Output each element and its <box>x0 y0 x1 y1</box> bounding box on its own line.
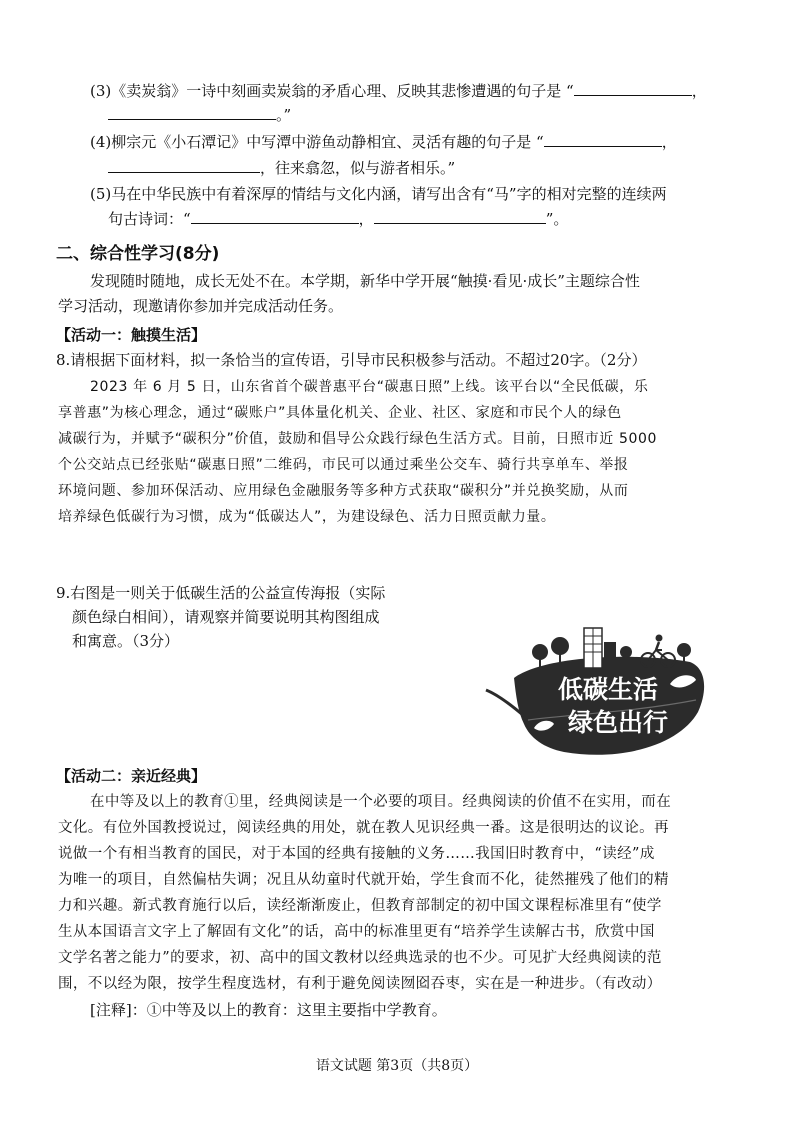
q5-start: 句古诗词：“ <box>108 210 191 228</box>
poster-illustration <box>484 616 710 766</box>
q4-prompt: (4)柳宗元《小石潭记》中写潭中游鱼动静相宜、灵活有趣的句子是 “ <box>90 133 544 151</box>
q8-material-line: 享普惠”为核心理念，通过“碳账户”具体量化机关、企业、社区、家庭和市民个人的绿色 <box>58 405 622 421</box>
activity1-title: 【活动一：触摸生活】 <box>56 326 207 344</box>
building-icon <box>604 642 616 668</box>
q8-material-line: 2023 年 6 月 5 日，山东省首个碳普惠平台“碳惠日照”上线。该平台以“全民低碳，乐 <box>90 379 649 395</box>
poster-slogan-2: 绿色出行 <box>567 708 669 737</box>
page-footer: 语文试题 第3页（共8页） <box>315 1058 479 1074</box>
q4-blank-2[interactable] <box>108 158 260 173</box>
q8-prompt: 8.请根据下面材料，拟一条恰当的宣传语，引导市民积极参与活动。不超过20字。（2分） <box>56 351 647 369</box>
q5-blank-1[interactable] <box>191 209 359 224</box>
q3-end: 。” <box>276 106 292 124</box>
q3-prompt: (3)《卖炭翁》一诗中刻画卖炭翁的矛盾心理、反映其悲惨遭遇的句子是 “ <box>90 82 574 100</box>
q3-blank-1[interactable] <box>574 81 692 96</box>
q5-line2 <box>108 208 568 230</box>
cyclist-icon <box>656 635 663 642</box>
q3-blank-2[interactable] <box>108 105 276 120</box>
q9-prompt-line: 9.右图是一则关于低碳生活的公益宣传海报（实际 <box>56 584 386 602</box>
q3-comma: ， <box>691 82 707 100</box>
q8-material-line: 环境问题、参加环保活动、应用绿色金融服务等多种方式获取“碳积分”并兑换奖励，从而 <box>58 483 629 499</box>
q5-end: ”。 <box>545 210 569 228</box>
section-title: 二、综合性学习(8分) <box>56 244 220 264</box>
passage-line: 生从本国语言文字上了解固有文化”的话，高中的标准里更有“培养学生读解古书，欣赏中国 <box>58 924 655 940</box>
passage-line: 在中等及以上的教育①里，经典阅读是一个必要的项目。经典阅读的价值不在实用，而在 <box>90 794 672 810</box>
q4-line2 <box>108 157 455 179</box>
q9-prompt-line: 和寓意。（3分） <box>72 632 180 650</box>
q8-material-line: 减碳行为，并赋予“碳积分”价值，鼓励和倡导公众践行绿色生活方式。目前，日照市近 5000 <box>58 431 657 447</box>
passage-line: 为唯一的项目，自然偏枯失调；况且从幼童时代就开始，学生食而不化，徒然摧残了他们的精 <box>58 872 669 888</box>
passage-line: 说做一个有相当教育的国民，对于本国的经典有接触的义务……我国旧时教育中，“读经”成 <box>58 846 655 862</box>
q5-line1 <box>90 183 667 205</box>
q4-comma: ， <box>661 133 677 151</box>
q5-comma: ， <box>358 210 374 228</box>
q4-end: ，往来翕忽，似与游者相乐。” <box>260 159 456 177</box>
section-intro-1: 发现随时随地，成长无处不在。本学期，新华中学开展“触摸·看见·成长”主题综合性 <box>90 272 640 290</box>
q5-blank-2[interactable] <box>374 209 546 224</box>
passage-line: 围，不以经为限，按学生程度选材，有利于避免阅读囫囵吞枣，实在是一种进步。（有改动） <box>58 976 662 992</box>
footnote: [注释]：①中等及以上的教育：这里主要指中学教育。 <box>90 1001 447 1019</box>
poster-slogan-1: 低碳生活 <box>557 675 659 704</box>
q4-blank-1[interactable] <box>544 132 662 147</box>
q5-prompt: (5)马在中华民族中有着深厚的情结与文化内涵，请写出含有“马”字的相对完整的连续两 <box>90 185 667 203</box>
q9-prompt-line: 颜色绿白相间），请观察并简要说明其构图组成 <box>72 608 380 626</box>
low-carbon-poster <box>484 616 710 766</box>
passage-line: 力和兴趣。新式教育施行以后，读经渐渐废止，但教育部制定的初中国文课程标准里有“使学 <box>58 898 662 914</box>
q8-material-line: 个公交站点已经张贴“碳惠日照”二维码，市民可以通过乘坐公交车、骑行共享单车、举报 <box>58 457 629 473</box>
activity2-title: 【活动二：亲近经典】 <box>56 767 207 785</box>
passage-line: 文化。有位外国教授说过，阅读经典的用处，就在教人见识经典一番。这是很明达的议论。再 <box>58 820 669 836</box>
passage-line: 文学名著之能力”的要求，初、高中的国文教材以经典选录的也不少。可见扩大经典阅读的范 <box>58 950 662 966</box>
q8-material-line: 培养绿色低碳行为习惯，成为“低碳达人”，为建设绿色、活力日照贡献力量。 <box>58 509 556 525</box>
q3-line2 <box>108 104 291 126</box>
q3-line1 <box>90 80 707 102</box>
q4-line1 <box>90 131 677 153</box>
leaf-shape <box>514 657 704 755</box>
section-intro-2: 学习活动，现邀请你参加并完成活动任务。 <box>58 297 344 315</box>
